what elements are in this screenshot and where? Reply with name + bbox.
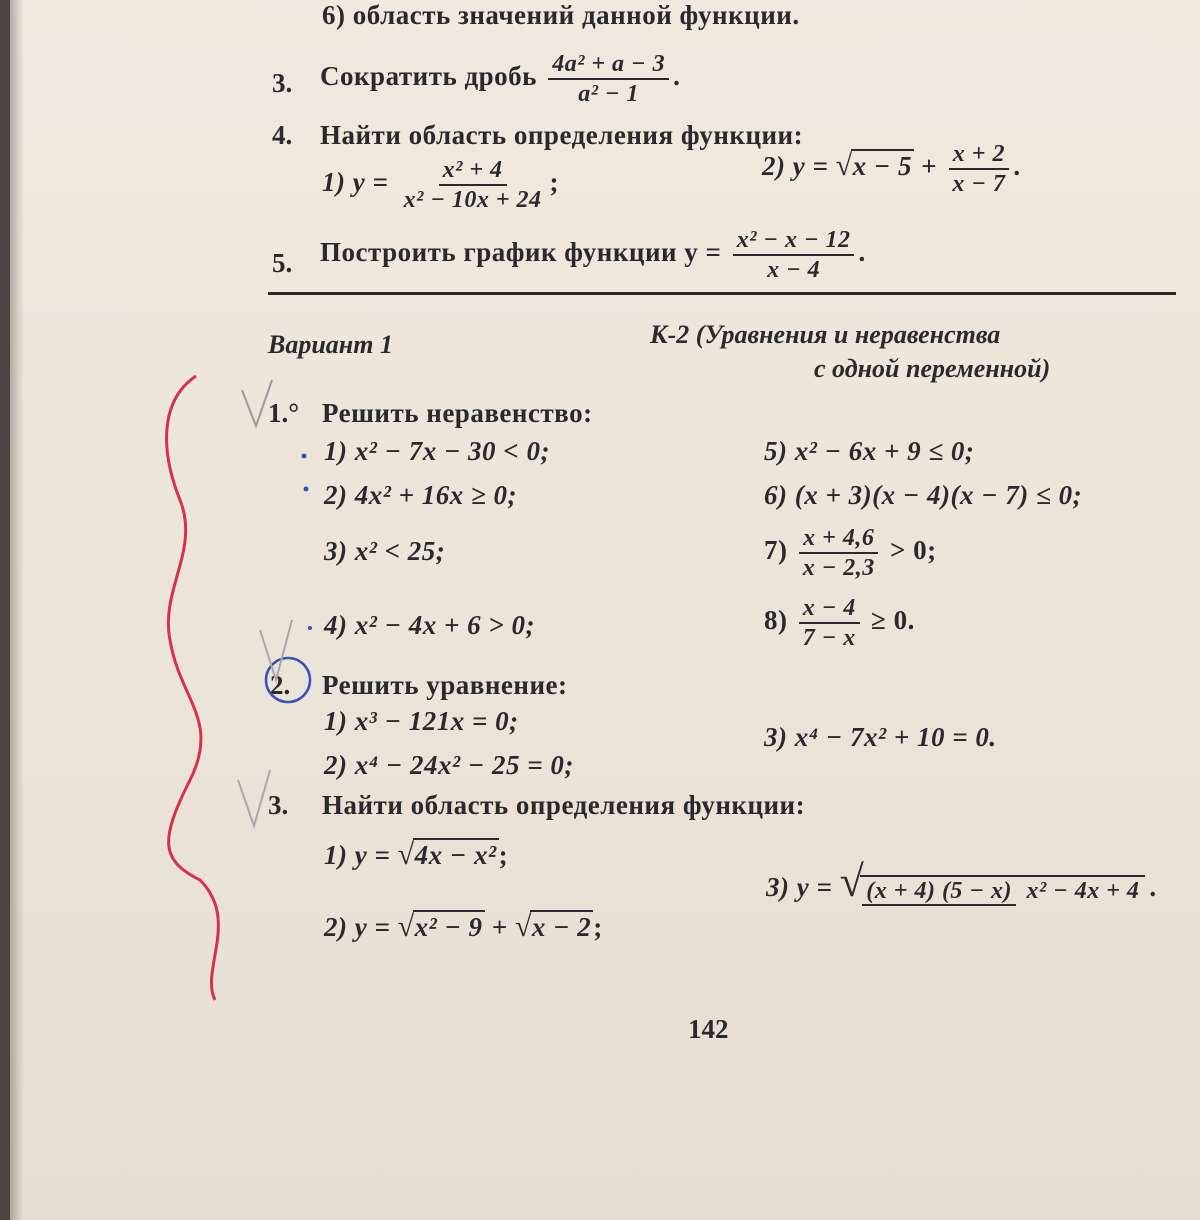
fraction-numerator: x + 4,6 [799, 524, 878, 554]
handwritten-marks [10, 0, 1200, 1220]
top-item-6: 6) область значений данной функции. [322, 0, 800, 30]
fraction-denominator: x² − 4x + 4 [1026, 877, 1140, 904]
top-problem-5-text: Построить график функции y = [320, 237, 722, 268]
item-end: ; [549, 167, 560, 198]
top-problem-4-text: Найти область определения функции: [320, 120, 804, 150]
task-1-number: 1.° [268, 398, 300, 428]
task-1-item-2: 2) 4x² + 16x ≥ 0; [324, 480, 518, 510]
fraction-denominator: x − 2,3 [802, 555, 875, 581]
blue-dot [308, 626, 312, 630]
task-2-item-3: 3) x⁴ − 7x² + 10 = 0. [764, 722, 997, 752]
item-end: . [1013, 151, 1021, 182]
top-problem-3-text: Сократить дробь [320, 61, 537, 92]
item-label: 3) y = [766, 872, 833, 902]
task-1-item-6: 6) (x + 3)(x − 4)(x − 7) ≤ 0; [764, 480, 1083, 510]
top-problem-5-number: 5. [272, 248, 293, 278]
task-3-text: Найти область определения функции: [322, 790, 806, 820]
plus-sign: + [921, 151, 938, 182]
item-end: ≥ 0. [871, 605, 915, 636]
item-end: > 0; [890, 535, 937, 566]
blue-dot [304, 487, 309, 492]
blue-dot [302, 454, 307, 459]
fraction-numerator: x + 2 [949, 140, 1009, 170]
task-2-number: 2. [270, 670, 291, 700]
fraction-numerator: x² − x − 12 [733, 226, 855, 256]
fraction-numerator: x − 4 [799, 594, 860, 624]
item-label: 2) y = [762, 151, 829, 182]
item-label: 2) y = [324, 912, 391, 942]
blue-circle-mark [266, 658, 310, 702]
radical-sign-icon: √ [397, 910, 415, 943]
task-1-item-1: 1) x² − 7x − 30 < 0; [324, 436, 550, 466]
top-problem-3-end: . [673, 61, 681, 92]
radicand: x² − 9 [414, 912, 483, 942]
radical-sign-icon: √ [835, 149, 853, 183]
task-2-item-1: 1) x³ − 121x = 0; [324, 706, 519, 736]
fraction-denominator: a² − 1 [578, 81, 640, 107]
item-label: 1) y = [324, 840, 391, 870]
top-problem-5-end: . [858, 237, 866, 268]
radicand: 4x − x² [414, 840, 497, 870]
top-problem-3-number: 3. [272, 68, 293, 98]
check-mark-icon [238, 770, 270, 826]
check-mark-icon [242, 380, 272, 426]
fraction-numerator: (x + 4) (5 − x) [862, 878, 1016, 906]
item-end: . [1149, 872, 1157, 902]
fraction-denominator: x − 4 [767, 257, 821, 283]
top-problem-4-number: 4. [272, 120, 293, 150]
radicand: x − 5 [852, 151, 912, 182]
task-1-item-3: 3) x² < 25; [324, 536, 446, 566]
variant-title-line-1: К-2 (Уравнения и неравенства [650, 320, 1001, 349]
fraction-denominator: 7 − x [802, 625, 856, 651]
variant-label: Вариант 1 [268, 330, 393, 359]
task-1-item-5: 5) x² − 6x + 9 ≤ 0; [764, 436, 975, 466]
radical-sign-icon: √ [839, 857, 865, 906]
task-3-number: 3. [268, 790, 289, 820]
item-end: ; [498, 840, 509, 870]
task-1-text: Решить неравенство: [322, 398, 593, 428]
item-label: 7) [764, 535, 788, 566]
check-mark-icon [260, 620, 292, 680]
textbook-page [10, 0, 1200, 1220]
page-number: 142 [688, 1014, 729, 1044]
item-end: ; [593, 912, 603, 942]
task-2-item-2: 2) x⁴ − 24x² − 25 = 0; [324, 750, 574, 780]
fraction-numerator: x² + 4 [439, 156, 507, 186]
item-label: 8) [764, 605, 788, 636]
plus-sign: + [491, 912, 508, 942]
radical-sign-icon: √ [514, 910, 532, 943]
red-margin-bracket [167, 376, 219, 1000]
variant-title-line-2: с одной переменной) [814, 354, 1051, 383]
task-2-text: Решить уравнение: [322, 670, 568, 700]
fraction-denominator: x − 7 [952, 171, 1006, 197]
radicand: x − 2 [531, 912, 592, 942]
fraction-numerator: 4a² + a − 3 [548, 50, 669, 80]
radical-sign-icon: √ [397, 838, 415, 871]
item-label: 1) y = [322, 167, 389, 198]
task-1-item-4: 4) x² − 4x + 6 > 0; [324, 610, 535, 640]
fraction-denominator: x² − 10x + 24 [403, 187, 542, 213]
